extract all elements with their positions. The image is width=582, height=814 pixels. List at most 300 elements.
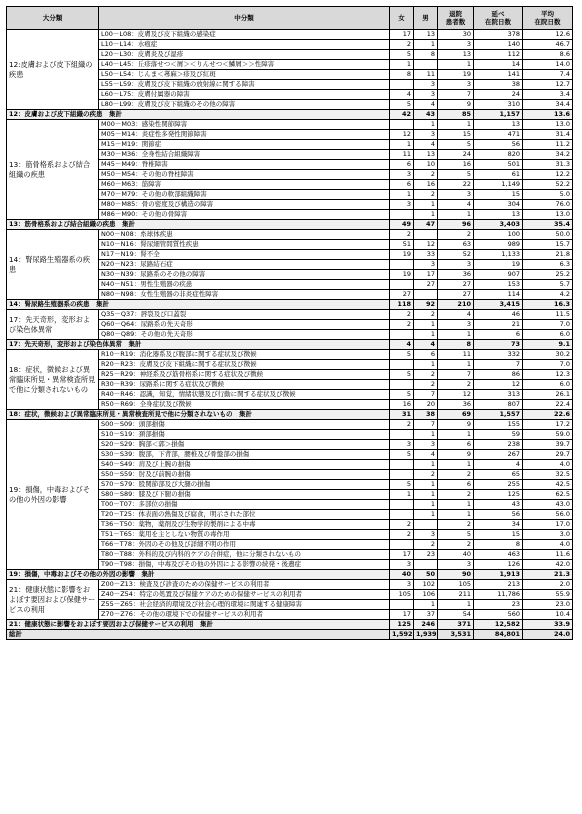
avg-days-cell: 6.0	[523, 330, 573, 340]
total-days-cell: 907	[474, 270, 523, 280]
male-cell: 3	[414, 80, 438, 90]
female-cell: 4	[390, 90, 414, 100]
male-cell: 7	[414, 390, 438, 400]
category-cell: S00－S09：頭部損傷	[99, 420, 390, 430]
total-days-cell: 125	[474, 490, 523, 500]
discharged-cell: 1	[438, 60, 474, 70]
female-cell: 2	[390, 530, 414, 540]
avg-days-cell: 59.0	[523, 430, 573, 440]
avg-days-cell: 5.0	[523, 190, 573, 200]
discharged-cell: 27	[438, 280, 474, 290]
subtotal-male-cell: 92	[414, 300, 438, 310]
total-days-cell: 560	[474, 610, 523, 620]
discharged-cell: 1	[438, 510, 474, 520]
discharged-cell: 9	[438, 100, 474, 110]
male-cell: 2	[414, 380, 438, 390]
female-cell	[390, 510, 414, 520]
male-cell: 7	[414, 420, 438, 430]
discharged-cell: 2	[438, 520, 474, 530]
discharged-cell: 63	[438, 240, 474, 250]
category-cell: M60－M63：筋障害	[99, 180, 390, 190]
female-cell: 2	[390, 520, 414, 530]
avg-days-cell: 8.6	[523, 50, 573, 60]
subtotal-avg-days-cell: 13.6	[523, 110, 573, 120]
discharged-cell: 7	[438, 90, 474, 100]
male-cell: 33	[414, 250, 438, 260]
header-major-category: 大分類	[7, 7, 99, 30]
female-cell: 5	[390, 480, 414, 490]
male-cell: 17	[414, 270, 438, 280]
total-days-cell: 21	[474, 320, 523, 330]
header-total-hospital-days: 延べ 在院日数	[474, 7, 523, 30]
subtotal-discharged-cell: 371	[438, 620, 474, 630]
total-days-cell: 43	[474, 500, 523, 510]
avg-days-cell: 14.0	[523, 60, 573, 70]
avg-days-cell: 62.5	[523, 490, 573, 500]
subtotal-male-cell: 50	[414, 570, 438, 580]
subtotal-avg-days-cell: 9.1	[523, 340, 573, 350]
total-days-cell: 14	[474, 60, 523, 70]
male-cell: 3	[414, 130, 438, 140]
avg-days-cell: 25.2	[523, 270, 573, 280]
avg-days-cell: 7.4	[523, 70, 573, 80]
total-days-cell: 15	[474, 190, 523, 200]
female-cell	[390, 500, 414, 510]
total-days-cell: 12	[474, 380, 523, 390]
major-category-cell: 19：損傷，中毒およびその他の外因の影響	[7, 420, 99, 570]
male-cell: 1	[414, 360, 438, 370]
male-cell: 1	[414, 200, 438, 210]
female-cell: 8	[390, 70, 414, 80]
female-cell: 6	[390, 180, 414, 190]
female-cell: 2	[390, 320, 414, 330]
subtotal-total-days-cell: 1,157	[474, 110, 523, 120]
avg-days-cell: 31.3	[523, 160, 573, 170]
total-days-cell: 313	[474, 390, 523, 400]
male-cell: 8	[414, 50, 438, 60]
subtotal-female-cell: 118	[390, 300, 414, 310]
total-days-cell: 501	[474, 160, 523, 170]
table-row	[7, 350, 573, 360]
female-cell	[390, 380, 414, 390]
avg-days-cell: 29.7	[523, 450, 573, 460]
subtotal-discharged-cell: 69	[438, 410, 474, 420]
total-days-cell: 34	[474, 520, 523, 530]
major-category-cell: 21：健康状態に影響をおよぼす要因および保健サービスの利用	[7, 580, 99, 620]
discharged-cell: 13	[438, 50, 474, 60]
header-row	[7, 7, 573, 30]
total-days-cell: 989	[474, 240, 523, 250]
avg-days-cell: 31.4	[523, 130, 573, 140]
male-cell: 2	[414, 310, 438, 320]
subtotal-discharged-cell: 85	[438, 110, 474, 120]
male-cell: 10	[414, 160, 438, 170]
discharged-cell: 3	[438, 260, 474, 270]
total-days-cell: 23	[474, 600, 523, 610]
female-cell: 2	[390, 40, 414, 50]
discharged-cell: 2	[438, 230, 474, 240]
category-cell: N30－N39：尿路系のその他の障害	[99, 270, 390, 280]
subtotal-avg-days-cell: 22.6	[523, 410, 573, 420]
avg-days-cell: 6.0	[523, 380, 573, 390]
discharged-cell: 2	[438, 540, 474, 550]
avg-days-cell: 12.6	[523, 30, 573, 40]
male-cell: 3	[414, 90, 438, 100]
discharged-cell: 1	[438, 120, 474, 130]
male-cell: 13	[414, 30, 438, 40]
avg-days-cell: 15.7	[523, 240, 573, 250]
discharged-cell: 1	[438, 210, 474, 220]
category-cell: R10－R19：消化器系及び腹部に関する症状及び徴候	[99, 350, 390, 360]
discharged-cell: 2	[438, 470, 474, 480]
total-days-cell: 38	[474, 80, 523, 90]
avg-days-cell: 7.0	[523, 360, 573, 370]
male-cell: 13	[414, 150, 438, 160]
category-cell: M45－M49：脊椎障害	[99, 160, 390, 170]
category-cell: N17－N19：腎不全	[99, 250, 390, 260]
male-cell	[414, 60, 438, 70]
total-days-cell: 61	[474, 170, 523, 180]
total-days-cell: 24	[474, 90, 523, 100]
female-cell: 1	[390, 190, 414, 200]
avg-days-cell: 43.0	[523, 500, 573, 510]
total-days-cell: 100	[474, 230, 523, 240]
avg-days-cell: 39.7	[523, 440, 573, 450]
category-cell: Z00－Z13：検査及び診査のための保健サービスの利用者	[99, 580, 390, 590]
discharged-cell: 1	[438, 430, 474, 440]
total-days-cell: 1,133	[474, 250, 523, 260]
female-cell	[390, 460, 414, 470]
total-days-cell: 126	[474, 560, 523, 570]
discharged-cell: 11	[438, 350, 474, 360]
avg-days-cell: 11.5	[523, 310, 573, 320]
subtotal-female-cell: 42	[390, 110, 414, 120]
total-days-cell: 19	[474, 260, 523, 270]
category-cell: T20－T25：体表面の熱傷及び腐食，明示された部位	[99, 510, 390, 520]
subtotal-category-cell: 12：皮膚および皮下組織の疾患 集計	[7, 110, 390, 120]
total-days-cell: 471	[474, 130, 523, 140]
header-male: 男	[414, 7, 438, 30]
female-cell	[390, 280, 414, 290]
female-cell: 6	[390, 160, 414, 170]
male-cell: 102	[414, 580, 438, 590]
category-cell: R40－R46：認識，知覚，情緒状態及び行動に関する症状及び徴候	[99, 390, 390, 400]
category-cell: Q60－Q64：尿路系の先天奇形	[99, 320, 390, 330]
total-days-cell: 332	[474, 350, 523, 360]
discharged-cell: 24	[438, 150, 474, 160]
discharged-cell: 1	[438, 360, 474, 370]
avg-days-cell: 4.0	[523, 540, 573, 550]
avg-days-cell: 17.2	[523, 420, 573, 430]
total-days-cell: 46	[474, 310, 523, 320]
avg-days-cell: 50.0	[523, 230, 573, 240]
male-cell: 12	[414, 240, 438, 250]
discharged-cell: 5	[438, 140, 474, 150]
avg-days-cell: 42.0	[523, 560, 573, 570]
discharged-cell: 3	[438, 560, 474, 570]
male-cell: 1	[414, 500, 438, 510]
major-category-cell: 18：症状，徴候および異常臨床所見・異常検査所見で他に分類されないもの	[7, 350, 99, 410]
subtotal-discharged-cell: 8	[438, 340, 474, 350]
subtotal-category-cell: 13：筋骨格系および結合組織の疾患 集計	[7, 220, 390, 230]
total-days-cell: 59	[474, 430, 523, 440]
avg-days-cell: 13.0	[523, 210, 573, 220]
male-cell: 27	[414, 280, 438, 290]
table-row	[7, 420, 573, 430]
discharged-cell: 1	[438, 500, 474, 510]
avg-days-cell: 10.4	[523, 610, 573, 620]
category-cell: T36－T50：薬物，薬剤及び生物学的製剤による中毒	[99, 520, 390, 530]
subtotal-row	[7, 110, 573, 120]
avg-days-cell: 12.3	[523, 370, 573, 380]
discharged-cell: 4	[438, 200, 474, 210]
category-cell: T80－T88：外科的及び内科的ケアの合併症，他に分類されないもの	[99, 550, 390, 560]
female-cell	[390, 210, 414, 220]
table-row	[7, 120, 573, 130]
male-cell: 3	[414, 260, 438, 270]
avg-days-cell: 11.2	[523, 140, 573, 150]
subtotal-male-cell: 43	[414, 110, 438, 120]
total-days-cell: 378	[474, 30, 523, 40]
female-cell: 5	[390, 450, 414, 460]
discharged-cell: 3	[438, 320, 474, 330]
female-cell	[390, 600, 414, 610]
male-cell: 106	[414, 590, 438, 600]
total-days-cell: 65	[474, 470, 523, 480]
female-cell	[390, 470, 414, 480]
category-cell: R30－R39：尿路系に関する症状及び徴候	[99, 380, 390, 390]
subtotal-discharged-cell: 96	[438, 220, 474, 230]
subtotal-total-days-cell: 3,403	[474, 220, 523, 230]
female-cell: 17	[390, 550, 414, 560]
category-cell: M30－M36：全身性結合組織障害	[99, 150, 390, 160]
category-cell: S40－S49：肩及び上腕の損傷	[99, 460, 390, 470]
category-cell: T90－T98：損傷，中毒及びその他の外因による影響の続発・後遺症	[99, 560, 390, 570]
total-days-cell: 820	[474, 150, 523, 160]
subtotal-female-cell: 4	[390, 340, 414, 350]
category-cell: R20－R23：皮膚及び皮下組織に関する症状及び徴候	[99, 360, 390, 370]
avg-days-cell: 76.0	[523, 200, 573, 210]
discharged-cell: 36	[438, 400, 474, 410]
total-days-cell: 7	[474, 360, 523, 370]
female-cell: 3	[390, 200, 414, 210]
female-cell: 17	[390, 610, 414, 620]
subtotal-total-days-cell: 12,582	[474, 620, 523, 630]
total-female-cell: 1,592	[390, 630, 414, 640]
total-days-cell: 56	[474, 510, 523, 520]
discharged-cell: 15	[438, 130, 474, 140]
male-cell: 1	[414, 430, 438, 440]
category-cell: M05－M14：炎症性多発性関節障害	[99, 130, 390, 140]
subtotal-row	[7, 620, 573, 630]
total-days-cell: 153	[474, 280, 523, 290]
male-cell: 1	[414, 120, 438, 130]
category-cell: T66－T78：外因のその他及び詳細不明の作用	[99, 540, 390, 550]
female-cell: 11	[390, 150, 414, 160]
discharged-cell: 1	[438, 600, 474, 610]
total-days-cell: 1,149	[474, 180, 523, 190]
discharged-cell: 12	[438, 390, 474, 400]
table-row	[7, 230, 573, 240]
avg-days-cell: 4.0	[523, 460, 573, 470]
male-cell	[414, 290, 438, 300]
category-cell: L40－L45：丘疹落せつ＜屑＞＜りんせつ＜鱗屑＞＞性障害	[99, 60, 390, 70]
subtotal-avg-days-cell: 21.3	[523, 570, 573, 580]
male-cell	[414, 560, 438, 570]
category-cell: L60－L75：皮膚付属器の障害	[99, 90, 390, 100]
discharged-cell: 5	[438, 170, 474, 180]
female-cell	[390, 330, 414, 340]
discharged-cell: 36	[438, 270, 474, 280]
female-cell: 3	[390, 440, 414, 450]
female-cell: 5	[390, 100, 414, 110]
discharged-cell: 3	[438, 80, 474, 90]
discharged-cell: 2	[438, 380, 474, 390]
total-days-cell: 13	[474, 210, 523, 220]
discharged-cell: 2	[438, 490, 474, 500]
male-cell: 1	[414, 40, 438, 50]
avg-days-cell: 13.0	[523, 120, 573, 130]
discharged-cell: 27	[438, 290, 474, 300]
subtotal-row	[7, 340, 573, 350]
female-cell: 19	[390, 270, 414, 280]
avg-days-cell: 56.0	[523, 510, 573, 520]
female-cell: 16	[390, 400, 414, 410]
category-cell: M50－M54：その他の脊柱障害	[99, 170, 390, 180]
avg-days-cell: 30.2	[523, 350, 573, 360]
header-female: 女	[390, 7, 414, 30]
category-cell: L55－L59：皮膚及び皮下組織の放射線に関する障害	[99, 80, 390, 90]
category-cell: L00－L08：皮膚及び皮下組織の感染症	[99, 30, 390, 40]
female-cell: 17	[390, 30, 414, 40]
male-cell: 1	[414, 510, 438, 520]
major-category-cell: 13：筋骨格系および結合組織の疾患	[7, 120, 99, 220]
category-cell: S20－S29：胸部＜郭＞損傷	[99, 440, 390, 450]
avg-days-cell: 22.4	[523, 400, 573, 410]
category-cell: Q35－Q37：唇裂及び口蓋裂	[99, 310, 390, 320]
discharged-cell: 1	[438, 330, 474, 340]
female-cell: 1	[390, 60, 414, 70]
header-discharged-patients: 退院 患者数	[438, 7, 474, 30]
female-cell: 1	[390, 140, 414, 150]
table-row	[7, 30, 573, 40]
female-cell: 19	[390, 250, 414, 260]
total-days-cell: 304	[474, 200, 523, 210]
category-cell: L20－L30：皮膚炎及び湿疹	[99, 50, 390, 60]
avg-days-cell: 34.4	[523, 100, 573, 110]
discharged-cell: 211	[438, 590, 474, 600]
subtotal-avg-days-cell: 16.3	[523, 300, 573, 310]
avg-days-cell: 6.3	[523, 260, 573, 270]
female-cell: 3	[390, 560, 414, 570]
total-days-cell: 4	[474, 460, 523, 470]
female-cell: 5	[390, 50, 414, 60]
subtotal-male-cell: 4	[414, 340, 438, 350]
avg-days-cell: 17.0	[523, 520, 573, 530]
avg-days-cell: 42.5	[523, 480, 573, 490]
total-days-cell: 15	[474, 530, 523, 540]
avg-days-cell: 55.9	[523, 590, 573, 600]
male-cell: 2	[414, 470, 438, 480]
major-category-cell: 14：腎尿路生殖器系の疾患	[7, 230, 99, 300]
subtotal-male-cell: 246	[414, 620, 438, 630]
male-cell: 2	[414, 540, 438, 550]
discharged-cell: 4	[438, 310, 474, 320]
male-cell: 1	[414, 600, 438, 610]
avg-days-cell: 4.2	[523, 290, 573, 300]
category-cell: N40－N51：男性生殖器の疾患	[99, 280, 390, 290]
male-cell: 3	[414, 530, 438, 540]
total-days-cell: 155	[474, 420, 523, 430]
category-cell: T00－T07：多部位の損傷	[99, 500, 390, 510]
female-cell: 51	[390, 240, 414, 250]
female-cell: 3	[390, 580, 414, 590]
total-days-cell: 141	[474, 70, 523, 80]
male-cell: 11	[414, 70, 438, 80]
male-cell: 4	[414, 450, 438, 460]
male-cell: 1	[414, 330, 438, 340]
total-days-cell: 56	[474, 140, 523, 150]
male-cell: 3	[414, 440, 438, 450]
total-days-cell: 463	[474, 550, 523, 560]
male-cell: 1	[414, 490, 438, 500]
subtotal-total-days-cell: 73	[474, 340, 523, 350]
subtotal-row	[7, 300, 573, 310]
subtotal-category-cell: 14：腎尿路生殖器系の疾患 集計	[7, 300, 390, 310]
category-cell: S80－S89：膝及び下腿の損傷	[99, 490, 390, 500]
total-days-cell: 11,786	[474, 590, 523, 600]
male-cell	[414, 520, 438, 530]
total-days-cell: 140	[474, 40, 523, 50]
avg-days-cell: 46.7	[523, 40, 573, 50]
discharged-cell: 6	[438, 440, 474, 450]
avg-days-cell: 52.2	[523, 180, 573, 190]
category-cell: M80－M85：骨の密度及び構造の障害	[99, 200, 390, 210]
female-cell: 105	[390, 590, 414, 600]
subtotal-category-cell: 18：症状，徴候および異常臨床所見・異常検査所見で他に分類されないもの 集計	[7, 410, 390, 420]
discharged-cell: 16	[438, 160, 474, 170]
category-cell: S10－S19：頚部損傷	[99, 430, 390, 440]
female-cell: 2	[390, 420, 414, 430]
male-cell: 2	[414, 190, 438, 200]
category-cell: L50－L54：じんま＜蕁麻＞疹及び紅斑	[99, 70, 390, 80]
category-cell: Z70－Z76：その他の環境下での保健サービスの利用者	[99, 610, 390, 620]
total-days-cell: 13	[474, 120, 523, 130]
discharged-cell: 54	[438, 610, 474, 620]
total-days-cell: 114	[474, 290, 523, 300]
female-cell: 12	[390, 130, 414, 140]
subtotal-discharged-cell: 210	[438, 300, 474, 310]
major-category-cell: 17：先天奇形，変形および染色体異常	[7, 310, 99, 340]
total-days-cell: 267	[474, 450, 523, 460]
category-cell: L80－L99：皮膚及び皮下組織のその他の障害	[99, 100, 390, 110]
total-discharged-cell: 3,531	[438, 630, 474, 640]
total-days-cell: 213	[474, 580, 523, 590]
grand-total-row	[7, 630, 573, 640]
male-cell: 1	[414, 320, 438, 330]
discharged-cell: 40	[438, 550, 474, 560]
category-cell: Z40－Z54：特定の処置及び保健ケアのための保健サービスの利用者	[99, 590, 390, 600]
total-days-cell: 8	[474, 540, 523, 550]
male-cell	[414, 230, 438, 240]
female-cell	[390, 430, 414, 440]
discharged-cell: 3	[438, 40, 474, 50]
inpatient-statistics-table	[6, 6, 573, 640]
male-cell: 2	[414, 170, 438, 180]
total-category-cell: 総計	[7, 630, 390, 640]
total-days-cell: 112	[474, 50, 523, 60]
female-cell: 5	[390, 350, 414, 360]
